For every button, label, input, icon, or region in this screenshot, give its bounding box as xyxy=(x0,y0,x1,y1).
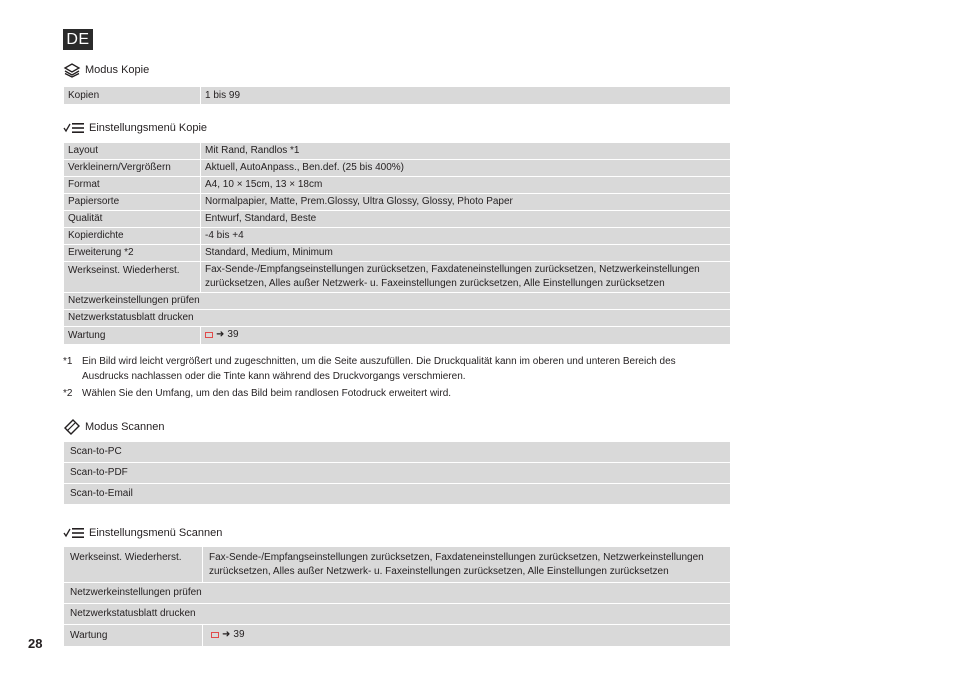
row-label: Layout xyxy=(64,143,201,160)
row-label: Kopien xyxy=(64,87,201,105)
table-row xyxy=(64,604,731,625)
row-label: Scan-to-PC xyxy=(64,442,731,463)
page-reference[interactable] xyxy=(211,628,245,642)
footnote-text: Wählen Sie den Umfang, um den das Bild beim randlosen Fotodruck erweitert wird. xyxy=(82,388,452,399)
row-label: Werkseinst. Wiederherst. xyxy=(64,262,201,293)
table-row xyxy=(64,442,731,463)
table-row xyxy=(64,583,731,604)
copy-menu-heading xyxy=(63,121,207,135)
row-label: Scan-to-Email xyxy=(64,484,731,505)
copy-icon xyxy=(63,62,81,78)
table-row xyxy=(64,177,731,194)
footnote xyxy=(63,386,723,401)
settings-list-icon xyxy=(63,121,85,135)
row-value: Normalpapier, Matte, Prem.Glossy, Ultra Glossy, Glossy, Photo Paper xyxy=(201,194,731,211)
table-row xyxy=(64,625,731,647)
scan-menu-title: Einstellungsmenü Scannen xyxy=(89,527,223,539)
table-row xyxy=(64,293,731,310)
table-row xyxy=(64,310,731,327)
row-label: Netzwerkstatusblatt drucken xyxy=(64,604,731,625)
row-label: Papiersorte xyxy=(64,194,201,211)
row-value: Standard, Medium, Minimum xyxy=(201,245,731,262)
row-label: Scan-to-PDF xyxy=(64,463,731,484)
footnote-mark: *2 xyxy=(63,388,73,399)
scan-mode-title: Modus Scannen xyxy=(85,421,165,433)
scan-mode-heading xyxy=(63,418,165,436)
language-badge: DE xyxy=(63,29,93,50)
copy-mode-heading xyxy=(63,62,149,78)
copy-mode-title: Modus Kopie xyxy=(85,64,150,76)
copy-mode-table xyxy=(63,86,731,105)
row-label: Wartung xyxy=(64,625,203,647)
footnote-mark: *1 xyxy=(63,356,73,367)
table-row xyxy=(64,160,731,177)
row-label: Netzwerkstatusblatt drucken xyxy=(64,310,731,327)
scan-menu-heading xyxy=(63,526,222,540)
footnote xyxy=(63,354,723,384)
row-label: Qualität xyxy=(64,211,201,228)
table-row xyxy=(64,463,731,484)
copy-menu-table xyxy=(63,142,731,345)
table-row xyxy=(64,211,731,228)
page-reference[interactable] xyxy=(205,328,239,342)
row-label: Verkleinern/Vergrößern xyxy=(64,160,201,177)
table-row xyxy=(64,87,731,105)
row-value: A4, 10 × 15cm, 13 × 18cm xyxy=(201,177,731,194)
row-value: Fax-Sende-/Empfangseinstellungen zurücksetzen, Faxdateneinstellungen zurücksetzen, Netzwerkeinstellungen zurücksetzen, Alles außer Netzwerk- u. Faxeinstellungen zurücksetzen, Alle Einstellungen zurücksetzen xyxy=(203,547,731,583)
scan-mode-table xyxy=(63,441,731,505)
arrow-right-icon: ➜ xyxy=(222,629,231,640)
table-row xyxy=(64,484,731,505)
page-number: 28 xyxy=(28,636,43,651)
table-row xyxy=(64,228,731,245)
row-value: -4 bis +4 xyxy=(201,228,731,245)
scan-menu-table xyxy=(63,546,731,647)
table-row xyxy=(64,262,731,293)
row-label: Erweiterung *2 xyxy=(64,245,201,262)
row-value xyxy=(203,625,731,647)
footnote-text: Ein Bild wird leicht vergrößert und zugeschnitten, um die Seite auszufüllen. Die Druckqualität kann im oberen und unteren Bereich des Ausdrucks nachlassen oder die Tinte kann während des Druckvorgangs verschmieren. xyxy=(82,356,676,382)
row-value: 1 bis 99 xyxy=(201,87,731,105)
page-ref-number: 39 xyxy=(227,329,239,340)
manual-book-icon xyxy=(211,632,219,638)
table-row xyxy=(64,547,731,583)
arrow-right-icon: ➜ xyxy=(216,329,225,340)
row-value: Fax-Sende-/Empfangseinstellungen zurücksetzen, Faxdateneinstellungen zurücksetzen, Netzwerkeinstellungen zurücksetzen, Alles außer Netzwerk- u. Faxeinstellungen zurücksetzen, Alle Einstellungen zurücksetzen xyxy=(201,262,731,293)
table-row xyxy=(64,143,731,160)
table-row xyxy=(64,245,731,262)
table-row xyxy=(64,194,731,211)
row-value xyxy=(201,327,731,345)
row-label: Netzwerkeinstellungen prüfen xyxy=(64,293,731,310)
row-label: Wartung xyxy=(64,327,201,345)
row-value: Aktuell, AutoAnpass., Ben.def. (25 bis 400%) xyxy=(201,160,731,177)
manual-book-icon xyxy=(205,332,213,338)
row-label: Kopierdichte xyxy=(64,228,201,245)
row-label: Netzwerkeinstellungen prüfen xyxy=(64,583,731,604)
page-ref-number: 39 xyxy=(233,629,245,640)
table-row xyxy=(64,327,731,345)
settings-list-icon xyxy=(63,526,85,540)
row-value: Entwurf, Standard, Beste xyxy=(201,211,731,228)
row-label: Werkseinst. Wiederherst. xyxy=(64,547,203,583)
row-label: Format xyxy=(64,177,201,194)
scan-icon xyxy=(63,418,81,436)
row-value: Mit Rand, Randlos *1 xyxy=(201,143,731,160)
copy-menu-title: Einstellungsmenü Kopie xyxy=(89,122,208,134)
